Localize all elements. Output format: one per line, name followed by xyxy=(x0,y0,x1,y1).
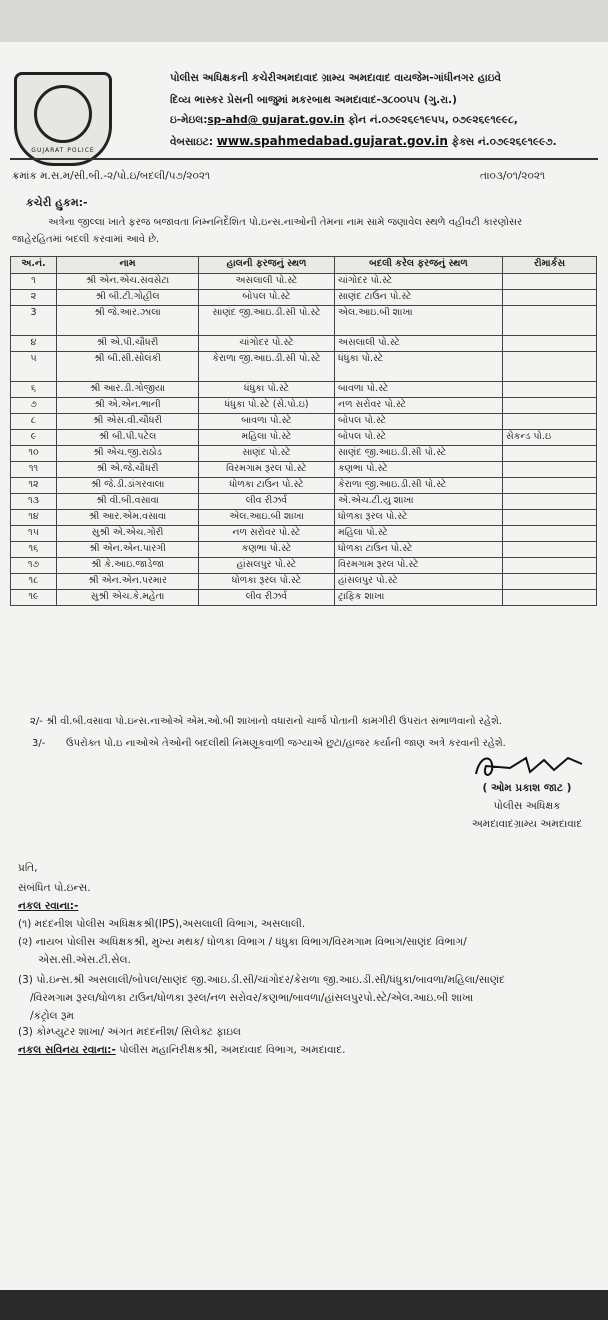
cell-number: ૨ xyxy=(11,290,57,306)
cell-number: ૧૦ xyxy=(11,446,57,462)
cell-current-post: બોપલ પો.સ્ટે xyxy=(199,290,335,306)
cell-name: શ્રી એ.એન.ભાની xyxy=(57,398,199,414)
table-row xyxy=(11,494,597,510)
cell-name: શ્રી એ.જે.ચૌધરી xyxy=(57,462,199,478)
cell-current-post: વિરમગામ રૂરલ પો.સ્ટે xyxy=(199,462,335,478)
table-row xyxy=(11,352,597,382)
cell-number: ૪ xyxy=(11,336,57,352)
cell-name: શ્રી બી.સી.સોલંકી xyxy=(57,352,199,382)
email-link[interactable]: sp-ahd@ gujarat.gov.in xyxy=(207,114,345,126)
cell-current-post: કણભા પો.સ્ટે xyxy=(199,542,335,558)
website-link[interactable]: www.spahmedabad.gujarat.gov.in xyxy=(216,134,448,148)
table-header-row xyxy=(11,257,597,274)
office-address-line1: પોલીસ અધિક્ષકની કચેરીઅમદાવાદ ગ્રામ્ય અમદાવાદ વાયજેમ-ગાંધીનગર હાઇવે xyxy=(170,72,502,84)
cell-name: શ્રી એ.પી.ચૌધરી xyxy=(57,336,199,352)
cell-number: ૮ xyxy=(11,414,57,430)
cell-current-post: લીવ રીઝર્વ xyxy=(199,590,335,606)
cell-transfer-post: ચાંગોદર પો.સ્ટે xyxy=(335,274,503,290)
table-body xyxy=(11,274,597,606)
cell-transfer-post: બોપલ પો.સ્ટે xyxy=(335,414,503,430)
note-3-number: 3/- xyxy=(32,738,46,749)
cell-number: ૧૪ xyxy=(11,510,57,526)
cell-current-post: સાણંદ જી.આઇ.ડી.સી પો.સ્ટે xyxy=(199,306,335,336)
table-row xyxy=(11,430,597,446)
cell-remarks xyxy=(503,542,597,558)
cell-name: સુશ્રી એ.એચ.ગોરી xyxy=(57,526,199,542)
cell-number: ૧૮ xyxy=(11,574,57,590)
submission-label: નકલ સવિનય રવાના:- xyxy=(18,1044,116,1056)
cell-transfer-post: બાવળા પો.સ્ટે xyxy=(335,382,503,398)
cell-transfer-post: સાણંદ ટાઉન પો.સ્ટે xyxy=(335,290,503,306)
col-header-transfer-post: બદલી કરેલ ફરજનું સ્થળ xyxy=(335,257,503,274)
email-label: ઇ-મેઇલ: xyxy=(170,114,208,126)
table-row xyxy=(11,382,597,398)
cell-current-post: ધંધુકા પો.સ્ટે (સે.પો.ઇ) xyxy=(199,398,335,414)
cell-number: ૧ xyxy=(11,274,57,290)
cell-transfer-post: ધોળકા ટાઉન પો.સ્ટે xyxy=(335,542,503,558)
signatory-office: અમદાવાદગ્રામ્ય અમદાવાદ xyxy=(471,818,583,830)
emblem-ring xyxy=(34,85,92,143)
cell-remarks xyxy=(503,352,597,382)
note-2: ૨/- શ્રી વી.બી.વસાવા પો.ઇન્સ.નાઓએ એમ.ઓ.બી શાખાનો વધારાનો ચાર્જ પોતાની કામગીરી ઉપરાંત સંભાળવાનો રહેશે. xyxy=(30,716,502,727)
cell-name: શ્રી કે.આઇ.જાડેજા xyxy=(57,558,199,574)
table-row xyxy=(11,336,597,352)
submission-line xyxy=(18,1044,345,1057)
cell-current-post: બાવળા પો.સ્ટે xyxy=(199,414,335,430)
cell-transfer-post: બોપલ પો.સ્ટે xyxy=(335,430,503,446)
table-row xyxy=(11,290,597,306)
contact-line xyxy=(170,114,518,127)
table-row xyxy=(11,414,597,430)
signatory-name: ( ઓમ પ્રકાશ જાટ ) xyxy=(482,782,572,794)
intro-line-2: જાહેરહિતમાં બદલી કરવામાં આવે છે. xyxy=(12,234,160,245)
cell-name: શ્રી જે.ડી.ડાંગરવાલા xyxy=(57,478,199,494)
col-header-number: અ.નં. xyxy=(11,257,57,274)
copy-recipient-1: (૧) મદદનીશ પોલીસ અધિક્ષકશ્રી(IPS),અસલાલી વિભાગ, અસલાલી. xyxy=(18,918,306,930)
signatory-designation: પોલીસ અધિક્ષક xyxy=(493,800,561,812)
cell-remarks xyxy=(503,306,597,336)
police-emblem-icon xyxy=(14,72,112,166)
cell-remarks xyxy=(503,462,597,478)
table-row xyxy=(11,510,597,526)
cell-current-post: અસલાલી પો.સ્ટે xyxy=(199,274,335,290)
col-header-name: નામ xyxy=(57,257,199,274)
copy-recipient-3-end: /કંટ્રોલ રૂમ xyxy=(30,1010,74,1022)
cell-number: ૫ xyxy=(11,352,57,382)
cell-number: ૧૫ xyxy=(11,526,57,542)
cell-remarks xyxy=(503,398,597,414)
table-row xyxy=(11,590,597,606)
cell-name: શ્રી એન.એન.પરમાર xyxy=(57,574,199,590)
website-line xyxy=(170,134,557,149)
cell-current-post: ધોળકા રૂરલ પો.સ્ટે xyxy=(199,574,335,590)
cell-number: ૯ xyxy=(11,430,57,446)
order-title: કચેરી હુકમ:- xyxy=(26,196,88,209)
cell-name: શ્રી જે.આર.ઝાલા xyxy=(57,306,199,336)
cell-name: શ્રી આર.એમ.વસાવા xyxy=(57,510,199,526)
office-address-line2: દિવ્ય ભાસ્કર પ્રેસની બાજુમાં મકરબાથ અમદાવાદ-૩૮૦૦૫૫ (ગુ.રા.) xyxy=(170,94,457,106)
cell-name: શ્રી બી.પી.પટેલ xyxy=(57,430,199,446)
cell-current-post: લીવ રીઝર્વ xyxy=(199,494,335,510)
table-row xyxy=(11,526,597,542)
cell-name: શ્રી આર.ડી.ગોજીયા xyxy=(57,382,199,398)
copy-recipient-4: (3) કોમ્પ્યુટર શાખા/ અંગત મદદનીશ/ સિલેક્ટ ફાઇલ xyxy=(18,1026,241,1038)
cell-number: ૧૩ xyxy=(11,494,57,510)
cell-remarks xyxy=(503,414,597,430)
cell-remarks xyxy=(503,446,597,462)
cell-remarks xyxy=(503,590,597,606)
transfer-table xyxy=(10,256,597,606)
copy-recipient-3: (3) પો.ઇન્સ.શ્રી અસલાલી/બોપલ/સાણંદ જી.આઇ.ડી.સી/ચાંગોદર/કેરાળા જી.આઇ.ડી.સી/ધંધુકા/બાવળા/મહિલા/સાણંદ xyxy=(18,974,505,986)
header-divider xyxy=(10,158,598,160)
cell-number: ૧૧ xyxy=(11,462,57,478)
cell-name: સુશ્રી એચ.કે.મહેતા xyxy=(57,590,199,606)
table-row xyxy=(11,306,597,336)
copy-recipient-2-cont: એસ.સી.એસ.ટી.સેલ. xyxy=(38,954,131,966)
intro-line-1: અત્રેના જીલ્લા ખાતે ફરજ બજાવતા નિમ્નનિર્દેશિત પો.ઇન્સ.નાઓની તેમના નામ સામે જણાવેલ સ્થળે વહીવટી કારણોસર xyxy=(48,217,523,228)
cell-remarks xyxy=(503,526,597,542)
cell-current-post: એલ.આઇ.બી શાખા xyxy=(199,510,335,526)
cell-remarks xyxy=(503,510,597,526)
cell-remarks xyxy=(503,558,597,574)
addressee: સંબંધિત પો.ઇન્સ. xyxy=(18,882,91,894)
phone-numbers: ફોન નં.૦૭૯૨૬૯૧૯૫૫, ૦૭૯૨૬૯૧૯૯૮, xyxy=(348,114,518,126)
cell-current-post: નળ સરોવર પો.સ્ટે xyxy=(199,526,335,542)
table-row xyxy=(11,542,597,558)
website-label: વેબસાઇટ: xyxy=(170,136,214,148)
cell-transfer-post: એ.એચ.ટી.યુ શાખા xyxy=(335,494,503,510)
submission-recipient: પોલીસ મહાનિરીક્ષકશ્રી, અમદાવાદ વિભાગ, અમદાવાદ. xyxy=(115,1044,346,1056)
cell-name: શ્રી એસ.વી.ચૌધરી xyxy=(57,414,199,430)
cell-current-post: સાણંદ પો.સ્ટે xyxy=(199,446,335,462)
cell-number: ૧૭ xyxy=(11,558,57,574)
cell-name: શ્રી એન.એન.પારગી xyxy=(57,542,199,558)
cell-current-post: ચાંગોદર પો.સ્ટે xyxy=(199,336,335,352)
cell-remarks xyxy=(503,574,597,590)
cell-transfer-post: ધોળકા રૂરલ પો.સ્ટે xyxy=(335,510,503,526)
top-shadow xyxy=(0,0,608,42)
cell-transfer-post: એલ.આઇ.બી શાખા xyxy=(335,306,503,336)
cell-transfer-post: કેરાળા જી.આઇ.ડી.સી પો.સ્ટે xyxy=(335,478,503,494)
cell-name: શ્રી એન.એચ.સવસેટા xyxy=(57,274,199,290)
table-row xyxy=(11,558,597,574)
cell-number: ૧૬ xyxy=(11,542,57,558)
cell-number: ૭ xyxy=(11,398,57,414)
cell-transfer-post: હાંસલપુર પો.સ્ટે xyxy=(335,574,503,590)
cell-current-post: હાંસલપુર પો.સ્ટે xyxy=(199,558,335,574)
cell-name: શ્રી એચ.જી.રાઠોડ xyxy=(57,446,199,462)
table-row xyxy=(11,478,597,494)
cell-name: શ્રી બી.ટી.ગોહીલ xyxy=(57,290,199,306)
cell-remarks xyxy=(503,494,597,510)
col-header-current-post: હાલની ફરજનું સ્થળ xyxy=(199,257,335,274)
cell-current-post: કેરાળા જી.આઇ.ડી.સી પો.સ્ટે xyxy=(199,352,335,382)
cell-transfer-post: વિરમગામ રૂરલ પો.સ્ટે xyxy=(335,558,503,574)
prati-label: પ્રતિ, xyxy=(18,862,38,874)
copy-label: નકલ રવાના:- xyxy=(18,900,79,912)
cell-current-post: ધંધુકા પો.સ્ટે xyxy=(199,382,335,398)
cell-transfer-post: નળ સરોવર પો.સ્ટે xyxy=(335,398,503,414)
cell-transfer-post: ટ્રાફિક શાખા xyxy=(335,590,503,606)
cell-number: ૧૯ xyxy=(11,590,57,606)
fax-number: ફેક્સ નં.૦૭૯૨૬૯૧૯૯૭. xyxy=(451,136,557,148)
signature-scrawl xyxy=(470,750,588,782)
cell-number: ૧૨ xyxy=(11,478,57,494)
table-row xyxy=(11,574,597,590)
cell-remarks xyxy=(503,290,597,306)
cell-number: ૬ xyxy=(11,382,57,398)
table-row xyxy=(11,462,597,478)
cell-current-post: ધોળકા ટાઉન પો.સ્ટે xyxy=(199,478,335,494)
reference-number: ક્રમાંક મ.સ.મ/સી.બી.-૨/પો.ઇ/બદલી/૫૭/૨૦૨૧ xyxy=(12,170,211,182)
note-3-text: ઉપરોક્ત પો.ઇ નાઓએ તેઓની બદલીથી નિમણૂકવાળી જગ્યાએ છુટા/હાજર કર્યાની જાણ અત્રે કરવાની રહેશે. xyxy=(66,738,506,749)
cell-remarks xyxy=(503,274,597,290)
copy-recipient-3-cont: /વિરમગામ રૂરલ/ધોળકા ટાઉન/ધોળકા રૂરલ/નળ સરોવર/કણભા/બાવળા/હાંસલપુરપો.સ્ટે/એલ.આઇ.બી શાખા xyxy=(30,992,474,1004)
cell-transfer-post: કણભા પો.સ્ટે xyxy=(335,462,503,478)
cell-remarks: સેકન્ડ પો.ઇ xyxy=(503,430,597,446)
table-row xyxy=(11,446,597,462)
order-intro xyxy=(12,214,602,248)
table-row xyxy=(11,398,597,414)
cell-number: 3 xyxy=(11,306,57,336)
table-row xyxy=(11,274,597,290)
cell-transfer-post: અસલાલી પો.સ્ટે xyxy=(335,336,503,352)
copy-recipient-2: (૨) નાયબ પોલીસ અધિક્ષકશ્રી, મુખ્ય મથક/ ધોળકા વિભાગ / ધંધુકા વિભાગ/વિરમગામ વિભાગ/સાણંદ વિભાગ/ xyxy=(18,936,467,948)
cell-name: શ્રી વી.બી.વસાવા xyxy=(57,494,199,510)
cell-transfer-post: મહિલા પો.સ્ટે xyxy=(335,526,503,542)
reference-date: તા૦૩/૦૧/૨૦૨૧ xyxy=(480,170,546,182)
cell-remarks xyxy=(503,382,597,398)
cell-transfer-post: ધંધુકા પો.સ્ટે xyxy=(335,352,503,382)
cell-remarks xyxy=(503,478,597,494)
cell-transfer-post: સાણંદ જી.આઇ.ડી.સી પો.સ્ટે xyxy=(335,446,503,462)
cell-remarks xyxy=(503,336,597,352)
cell-current-post: મહિલા પો.સ્ટે xyxy=(199,430,335,446)
emblem-caption: GUJARAT POLICE xyxy=(31,146,95,154)
col-header-remarks: રીમાર્કસ xyxy=(503,257,597,274)
